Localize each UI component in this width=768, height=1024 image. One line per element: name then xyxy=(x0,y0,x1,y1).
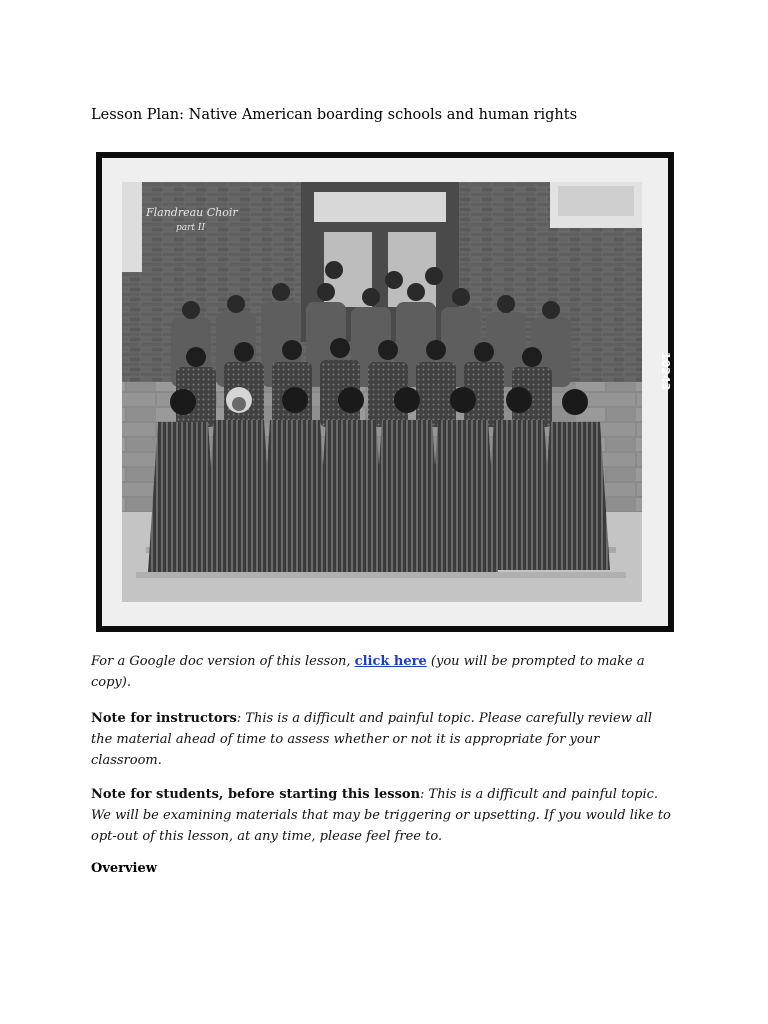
note-for-students xyxy=(91,784,671,847)
students-label: Note for students, before starting this lesson xyxy=(91,787,421,802)
page-title: Lesson Plan: Native American boarding schools and human rights xyxy=(91,107,578,123)
students-text: : This is a difficult and painful topic. We will be examining materials that may be triggering or upsetting. If you would like to opt-out of this lesson, at any time, please feel free to. xyxy=(91,787,671,844)
note-for-instructors xyxy=(91,708,671,771)
historical-photo xyxy=(96,152,674,632)
instructors-text: : This is a difficult and painful topic. Please carefully review all the material ahead of time to assess whether or not it is appropriate for your classroom. xyxy=(91,711,653,768)
intro-before: For a Google doc version of this lesson, xyxy=(91,654,355,669)
instructors-label: Note for instructors xyxy=(91,711,237,726)
photo-handwritten-caption-2: part II xyxy=(176,223,206,233)
overview-heading: Overview xyxy=(91,861,157,876)
photo-handwritten-caption: Flandreau Choir xyxy=(146,206,238,219)
photo-edge-number: 10243 xyxy=(659,352,672,391)
click-here-link[interactable]: click here xyxy=(354,654,427,669)
intro-after: (you will be prompted to make a copy). xyxy=(91,654,645,690)
google-doc-note xyxy=(91,651,671,693)
